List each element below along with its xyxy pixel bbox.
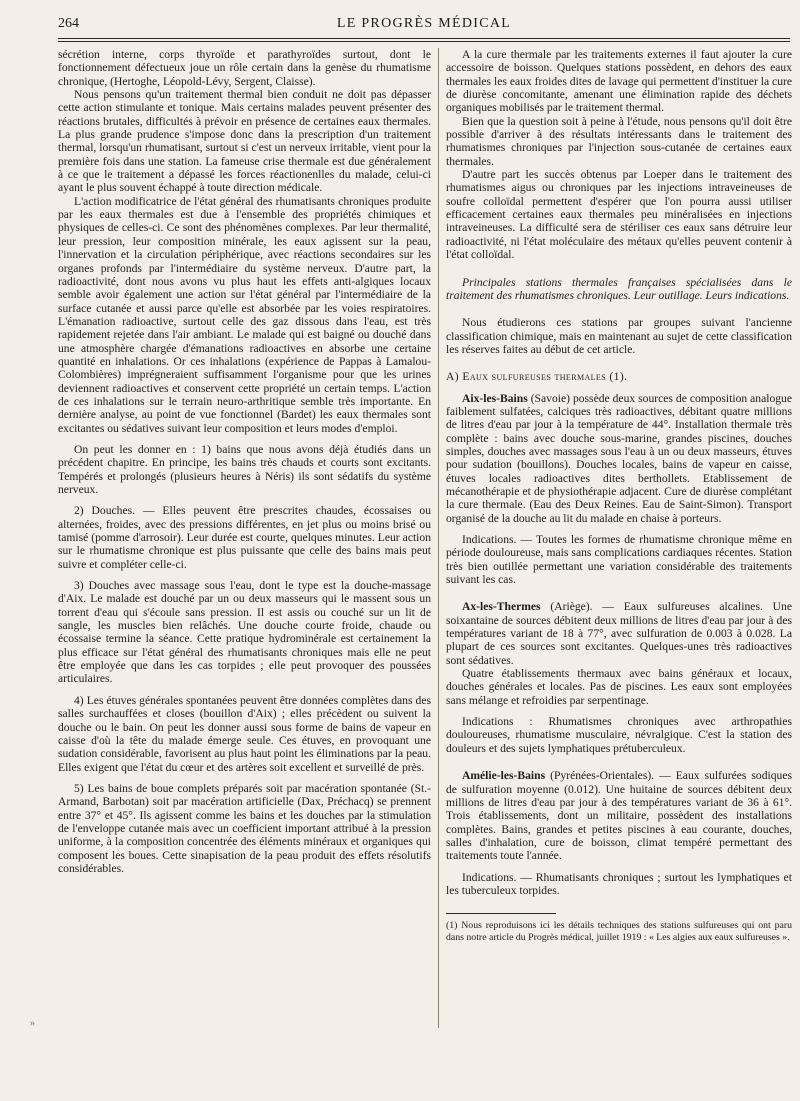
indications-amelie: Indications. — Rhumatisants chroniques ; surtout les lymphatiques et les tuberculeux torpides.: [446, 870, 792, 897]
header-rule-thin: [58, 41, 790, 42]
paragraph-drinking-cure: A la cure thermale par les traitements externes il faut ajouter la cure accessoire de boisson. Quelques stations possèdent, en dehors des eaux thermales les eaux froides dites de lavage qui permettent d'instituer la cure de diurèse concomitante, amenant une élimination rapide des déchets organiques mobilisés par le traitement thermal.: [446, 48, 792, 115]
paragraph-classification: Nous étudierons ces stations par groupes suivant l'ancienne classification chimique, mais en maintenant au sujet de cette classification les réserves faites au début de cet article.: [446, 316, 792, 356]
column-divider: [438, 48, 439, 1028]
section-title: Principales stations thermales françaises spécialisées dans le traitement des rhumatismes chroniques. Leur outillage. Leurs indications.: [446, 275, 792, 302]
paragraph-endocrine: sécrétion interne, corps thyroïde et parathyroïdes surtout, dont le fonctionnement défectueux joue un rôle certain dans la genèse du rhumatisme chronique, (Hertoghe, Léopold-Lévy, Sergent, Claisse).: [58, 48, 431, 88]
left-column: [58, 48, 431, 875]
entry-aix-les-bains: [446, 392, 792, 525]
station-name-ax: Ax-les-Thermes: [462, 600, 541, 614]
indications-aix: Indications. — Toutes les formes de rhumatisme chronique même en période douloureuse, mais sans complications cardiaques récentes. Station très bien outillée permettant une variation considérable des traitements suivant les cas.: [446, 533, 792, 587]
paragraph-loeper: D'autre part les succès obtenus par Loeper dans le traitement des rhumatismes aigus ou chroniques par les injections intraveineuses de soufre colloïdal permettent d'espérer que l'on pourra aussi utiliser efficacement certaines eaux thermales peu minéralisées en injections intraveineuses. La difficulté sera de stériliser ces eaux sans détruire leur radioactivité, ni l'état moléculaire des métaux qu'elles peuvent contenir à l'état colloïdal.: [446, 168, 792, 262]
station-text-ax: (Ariège). — Eaux sulfureuses alcalines. Une soixantaine de sources débitent deux millions de litres d'eau par jour à des températures variant de 18 à 77°, avec sulfuration de 0.003 à 0.028. La plupart de ces sources sont excitantes. Quelques-unes très radioactives sont sédatives.: [446, 600, 792, 667]
entry-amelie-les-bains: [446, 769, 792, 862]
right-column: [446, 48, 792, 943]
page-number: 264: [58, 16, 79, 31]
paragraph-showers: 2) Douches. — Elles peuvent être prescrites chaudes, écossaises ou alternées, froides, avec des pressions différentes, en jet plus ou moins brisé ou tamisé (pomme d'arrosoir). Leur durée est courte, quelques minutes. Leur action sur le rhumatisme chronique est plus puissante que celle des bains mais peut suivre et compléter celle-ci.: [58, 504, 431, 571]
station-text-amelie: (Pyrénées-Orientales). — Eaux sulfurées sodiques de sulfuration moyenne (0.012). Une huitaine de sources débitent deux millions de litres d'eau par jour à des températures variant de 36 à 61°. Trois établissements, dont un militaire, possèdent des installations complètes. Bains, grandes et petites piscines à eau courante, douches, salles d'inhalation, cure de boisson, climat tempéré permettant des traitements toute l'année.: [446, 769, 792, 863]
heading-sulfur-waters: A) Eaux sulfureuses thermales (1).: [446, 370, 628, 384]
entry-ax-les-thermes: [446, 600, 792, 667]
page-header: [58, 14, 790, 38]
footnote-rule: [446, 913, 556, 914]
paragraph-ax-establishments: Quatre établissements thermaux avec bains généraux et locaux, douches générales et locales. Pas de piscines. Les eaux sont employées sans mélange et refroidies par serpentinage.: [446, 667, 792, 707]
header-rule: [58, 38, 790, 39]
paragraph-baths: On peut les donner en : 1) bains que nous avons déjà étudiés dans un précédent chapitre. En principe, les bains très chauds et courts sont excitants. Tempérés et prolongés (plusieurs heures à Néris) ils sont sédatifs du système nerveux.: [58, 442, 431, 496]
journal-title: LE PROGRÈS MÉDICAL: [336, 16, 512, 31]
paragraph-general-action: L'action modificatrice de l'état général des rhumatisants chroniques produite par les eaux thermales est due à l'ensemble des propriétés chimiques et physiques de celles-ci. Ce sont des phénomènes complexes. Par leur thermalité, leur pression, leur composition minérale, les eaux agissent sur la peau, l'innervation et la circulation périphérique, avec réactions secondaires sur les organes profonds par l'intermédiaire du système nerveux. D'autre part, la radioactivité, dont nous avons vu plus haut les effets anti-algiques locaux semble avoir également une action sur l'état général par l'intermédiaire de la surface cutanée et aussi parce qu'elle est absorbée par les voies respiratoires. L'émanation radioactive, surtout celle des gaz dissous dans l'eau, est très rapidement rejetée dans l'air ambiant. Le malade qui est baigné ou douché dans une atmosphère chargée d'émanations radioactives en absorbe une certaine quantité en inhalations. Or ces inhalations (expérience de Pappas à Lamalou-Colombières) imprégneraient suffisamment l'organisme pour que les urines deviennent radioactives et conservent cette propriété un certain temps. L'action de ces inhalations sur le terrain neuro-arthritique semble très importante. En dernière analyse, au point de vue fonctionnel (Bardet) les eaux thermales sont excitantes ou sédatives suivant leur composition et leurs modes d'emploi.: [58, 194, 431, 435]
paragraph-steam-rooms: 4) Les étuves générales spontanées peuvent être données complètes dans des salles surchauffées et closes (bouillon d'Aix) ; elles précèdent ou suivent la douche ou le bain. On peut les donner aussi sous forme de bains de vapeur en caisse d'où la tête du malade émerge seule. Ces étuves, en provoquant une sudation considérable, favorisent au plus haut point les éliminations par la peau. Elles exigent que l'état du cœur et des artères soit excellent et surveillé de près.: [58, 693, 431, 774]
indications-ax: Indications : Rhumatismes chroniques avec arthropathies douloureuses, rhumatisme musculaire, névralgique. C'est la station des douleurs et des sujets lymphatiques prétuberculeux.: [446, 715, 792, 755]
margin-mark: »: [30, 1018, 35, 1029]
paragraph-injections: Bien que la question soit à peine à l'étude, nous pensons qu'il doit être possible d'arriver à des résultats intéressants dans le traitement des rhumatismes chroniques par l'injection sous-cutanée de certaines eaux thermales.: [446, 114, 792, 168]
paragraph-mud-baths: 5) Les bains de boue complets préparés soit par macération spontanée (St.-Armand, Barbotan) soit par macération artificielle (Dax, Préchacq) se prennent entre 37° et 45°. Ils agissent comme les bains et les douches par la stimulation de l'enveloppe cutanée mais avec un coefficient important attribué à la pression uniforme, à la composition concentrée des éléments minéraux et organiques qui composent les boues. Cette sinapisation de la peau produit des effets résolutifs considérables.: [58, 781, 431, 875]
station-text-aix: (Savoie) possède deux sources de composition analogue faiblement sulfatées, calciques très radioactives, débitant quatre millions de litres d'eau par jour à la température de 44°. Installation thermale très complète : bains avec douche sous-marine, grandes piscines, douches simples, douches avec massages sous l'eau à un ou deux masseurs, étuves pour sudation (bouillons). Douches locales, bains de vapeur en caisse, étuves locales radioactives dites berthollets. Etablissement de mécanothérapie et de physiothérapie adjacent. Cure de diurèse complétant la cure thermale. (Eau des Deux Reines. Eau de Saint-Simon). Transport organisé de la douche au lit du malade en chaise à porteurs.: [446, 391, 792, 525]
footnote: (1) Nous reproduisons ici les détails techniques des stations sulfureuses qui ont paru dans notre article du Progrès médical, juillet 1919 : « Les algies aux eaux sulfureuses ».: [446, 920, 792, 943]
station-name-amelie: Amélie-les-Bains: [462, 769, 546, 783]
paragraph-shower-massage: 3) Douches avec massage sous l'eau, dont le type est la douche-massage d'Aix. Le malade est douché par un ou deux masseurs qui le massent sous un torrent d'eau qui s'écoule sans pression. Il est assis ou couché sur un lit de sangle, les muscles bien relâchés. Une douche courte froide, chaude ou écossaise termine la séance. Cette pratique hydrominérale est certainement la plus efficace sur l'état général des rhumatisants chroniques mais elle ne peut être employée que dans les cas torpides ; elle peut provoquer des poussées articulaires.: [58, 579, 431, 686]
station-name-aix: Aix-les-Bains: [462, 391, 528, 405]
paragraph-thermal-caution: Nous pensons qu'un traitement thermal bien conduit ne doit pas dépasser cette action stimulante et tonique. Mais certains malades peuvent présenter des réactions brutales, difficultés à prévoir en présence de certaines eaux thermales. La plus grande prudence s'impose donc dans la prescription d'un traitement thermal, lorsqu'un rhumatisant, surtout si c'est un nerveux irritable, vient pour la première fois dans une station. La fameuse crise thermale est due généralement à ce que le traitement a dépassé les forces réactionenlles du malade, celui-ci ayant le plus souvent échappé à toute direction médicale.: [58, 88, 431, 195]
